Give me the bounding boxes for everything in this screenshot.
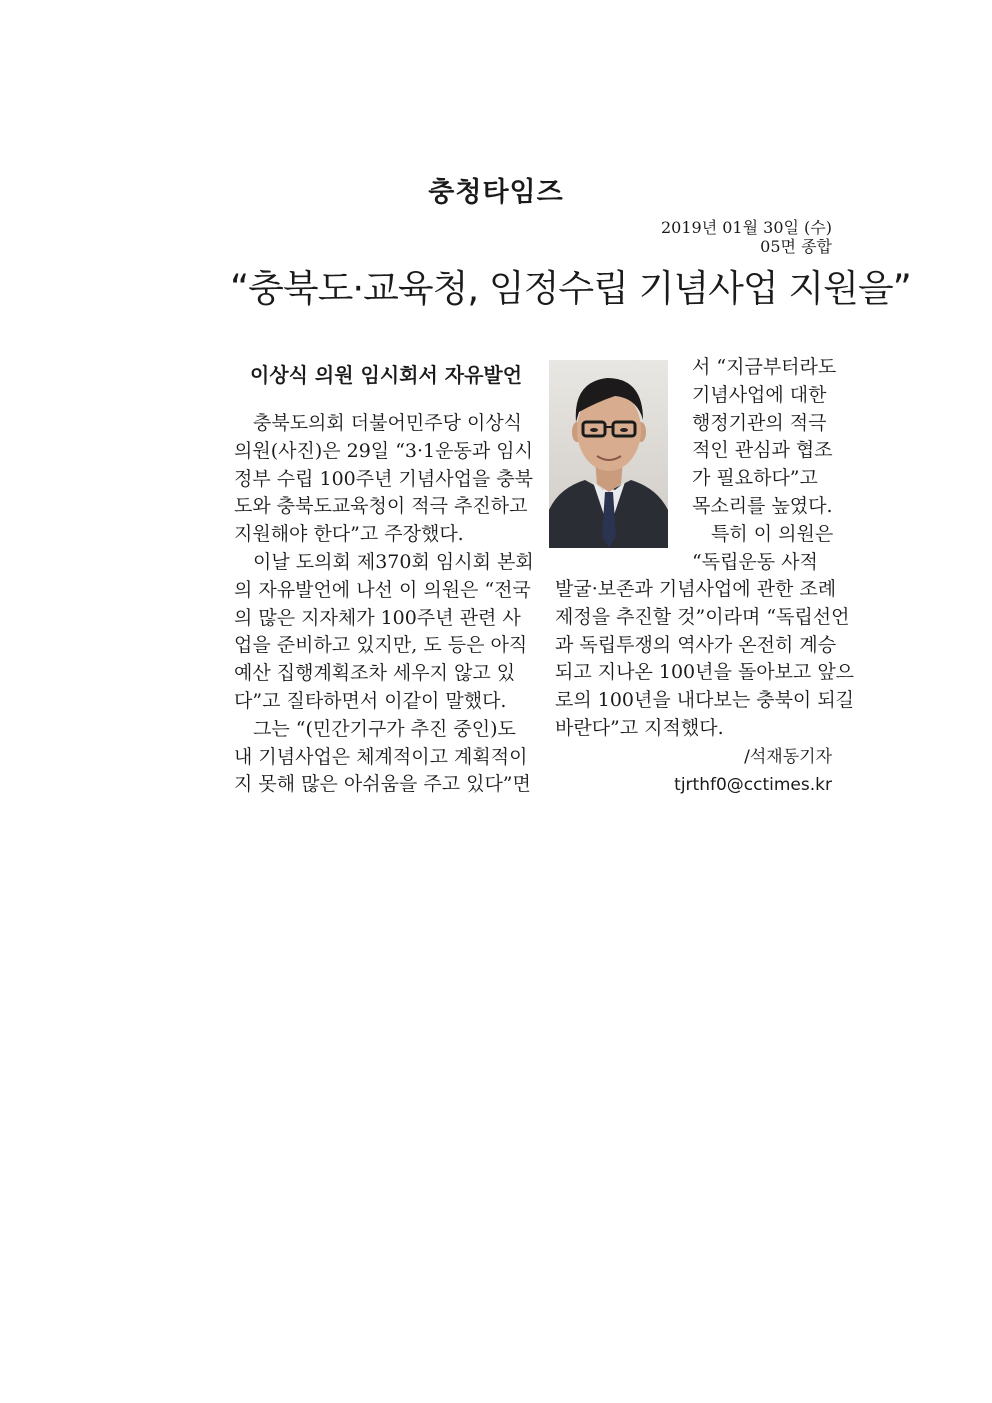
body-line: 의 많은 지자체가 100주년 관련 사: [234, 606, 521, 629]
body-line: 되고 지나온 100년을 돌아보고 앞으: [555, 661, 855, 684]
reporter-name: /석재동기자: [744, 747, 832, 767]
body-line: 과 독립투쟁의 역사가 온전히 계승: [555, 633, 837, 656]
body-line: 발굴·보존과 기념사업에 관한 조례: [555, 578, 837, 600]
body-line: 기념사업에 대한: [692, 383, 827, 406]
body-line: 예산 집행계획조차 세우지 않고 있: [234, 662, 516, 685]
dateline: [661, 218, 832, 256]
body-line: 로의 100년을 내다보는 충북이 되길: [555, 689, 855, 712]
body-line: 그는 “(민간기구가 추진 중인)도: [253, 717, 516, 740]
body-line: 바란다”고 지적했다.: [555, 716, 724, 739]
body-line: 목소리를 높였다.: [692, 494, 833, 517]
body-line: 이날 도의회 제370회 임시회 본회: [253, 550, 534, 573]
body-line: 제정을 추진할 것”이라며 “독립선언: [555, 605, 850, 628]
page-section: 05면 종합: [760, 237, 832, 256]
body-line: 행정기관의 적극: [692, 411, 827, 434]
body-line: 도와 충북도교육청이 적극 추진하고: [234, 495, 528, 518]
body-line: 충북도의회 더불어민주당 이상식: [253, 412, 523, 434]
byline: [674, 743, 832, 799]
council-member-photo: [549, 360, 668, 548]
body-line: 내 기념사업은 체계적이고 계획적이: [234, 745, 528, 768]
body-line: 서 “지금부터라도: [692, 356, 837, 378]
article-body-right-column-top: [692, 354, 842, 576]
body-line: 지 못해 많은 아쉬움을 주고 있다”면: [234, 773, 531, 796]
body-line: 적인 관심과 협조: [692, 439, 833, 462]
publish-date: 2019년 01월 30일 (수): [660, 218, 832, 237]
article-headline: “충북도·교육청, 임정수립 기념사업 지원을”: [230, 267, 911, 310]
body-line: 업을 준비하고 있지만, 도 등은 아직: [234, 634, 528, 657]
article-subheadline: 이상식 의원 임시회서 자유발언: [250, 363, 523, 387]
body-line: “독립운동 사적: [692, 550, 818, 573]
reporter-email: tjrthf0@cctimes.kr: [674, 775, 832, 795]
article-body-right-column-bottom: [555, 576, 855, 743]
body-line: 가 필요하다”고: [692, 467, 818, 490]
body-line: 의 자유발언에 나선 이 의원은 “전국: [234, 578, 531, 601]
body-line: 의원(사진)은 29일 “3·1운동과 임시: [234, 439, 533, 462]
newspaper-masthead: 충청타임즈: [428, 177, 564, 208]
body-line: 다”고 질타하면서 이같이 말했다.: [234, 689, 507, 712]
portrait-image: [549, 360, 668, 548]
body-line: 정부 수립 100주년 기념사업을 충북: [234, 467, 534, 490]
body-line: 지원해야 한다”고 주장했다.: [234, 523, 464, 546]
article-body-left-column: [234, 410, 534, 799]
body-line: 특히 이 의원은: [711, 522, 834, 545]
